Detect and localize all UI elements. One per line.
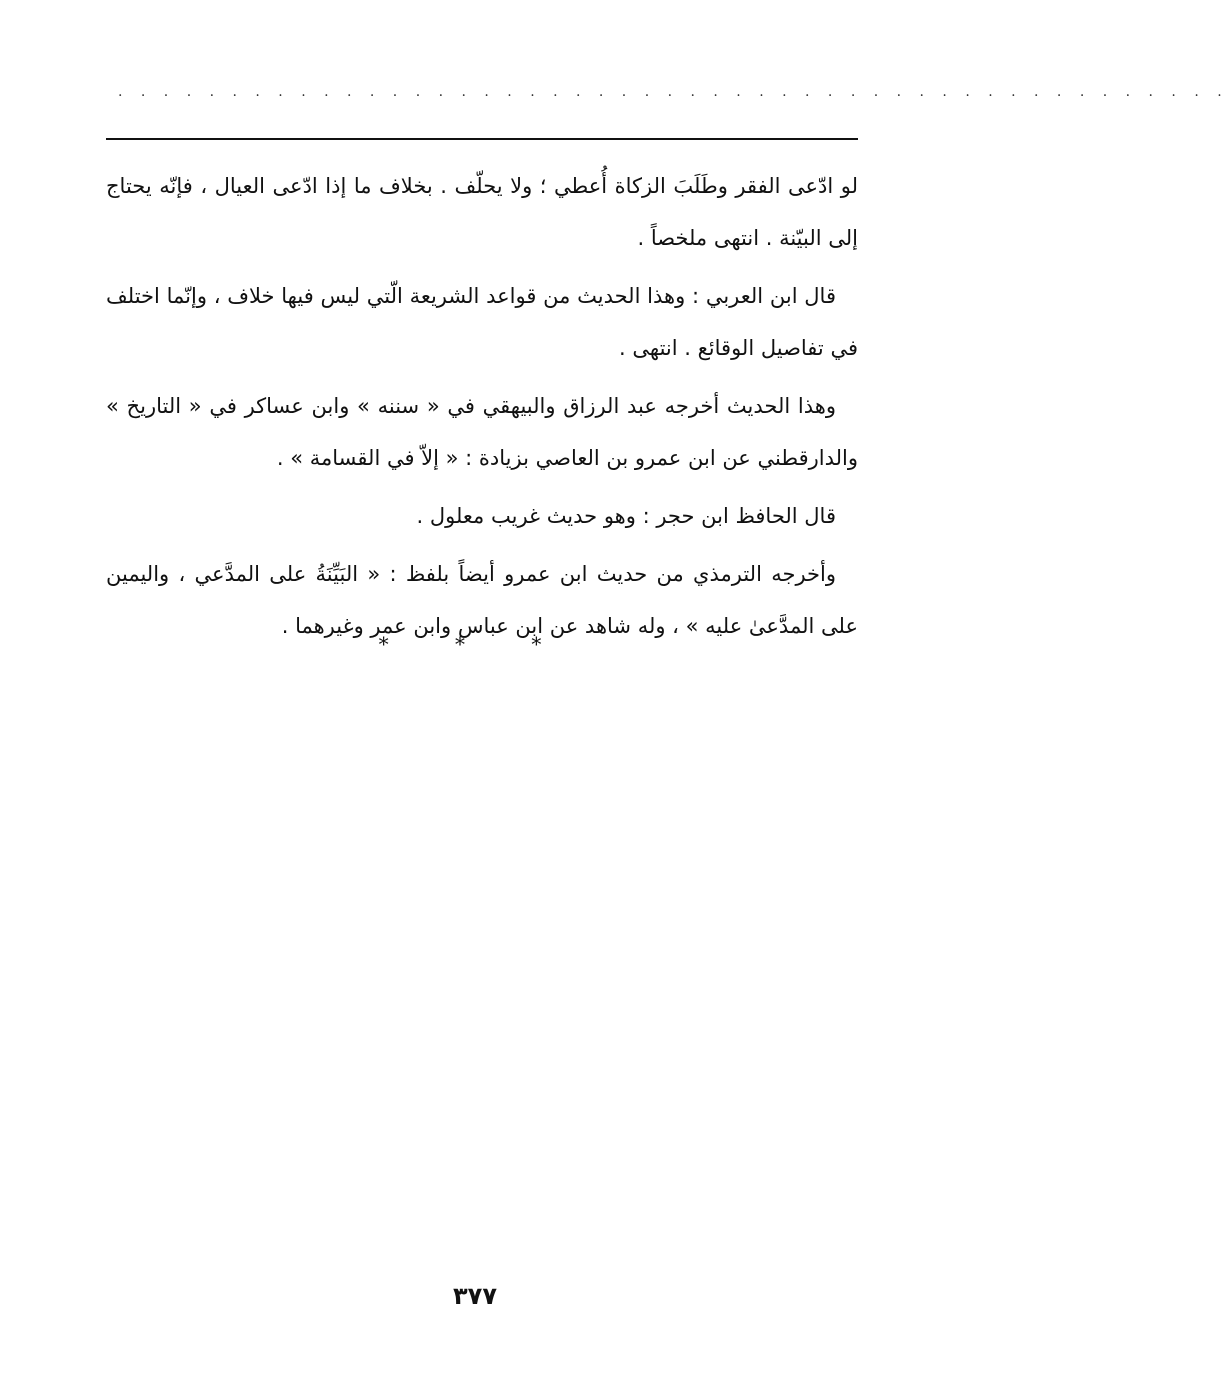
page-number: ٣٧٧ bbox=[453, 1282, 497, 1310]
footnote-dotted-line: . . . . . . . . . . . . . . . . . . . . . . . . . . . . . . . . . . . . . . . . . . . . . . . . . bbox=[118, 84, 1229, 100]
paragraph-4: قال الحافظ ابن حجر : وهو حديث غريب معلول . bbox=[416, 504, 836, 528]
paragraph-5: وأخرجه الترمذي من حديث ابن عمرو أيضاً بلفظ : « البَيِّنَةُ على المدَّعي ، واليمين على المدَّعىٰ عليه » ، وله شاهد عن ابن عباس وابن عمر وغيرهما . bbox=[106, 562, 858, 638]
body-text bbox=[106, 160, 858, 658]
paragraph-1: لو ادّعى الفقر وطَلَبَ الزكاة أُعطي ؛ ولا يحلّف . بخلاف ما إذا ادّعى العيال ، فإنّه يحتاج إلى البيّنة . انتهى ملخصاً . bbox=[106, 174, 858, 250]
section-separator: * * * bbox=[378, 632, 572, 656]
paragraph-2: قال ابن العربي : وهذا الحديث من قواعد الشريعة الّتي ليس فيها خلاف ، وإنّما اختلف في تفاصيل الوقائع . انتهى . bbox=[106, 284, 858, 360]
paragraph-3: وهذا الحديث أخرجه عبد الرزاق والبيهقي في « سننه » وابن عساكر في « التاريخ » والدارقطني عن ابن عمرو بن العاصي بزيادة : « إلاّ في القسامة » . bbox=[106, 394, 858, 470]
horizontal-rule bbox=[106, 138, 858, 140]
